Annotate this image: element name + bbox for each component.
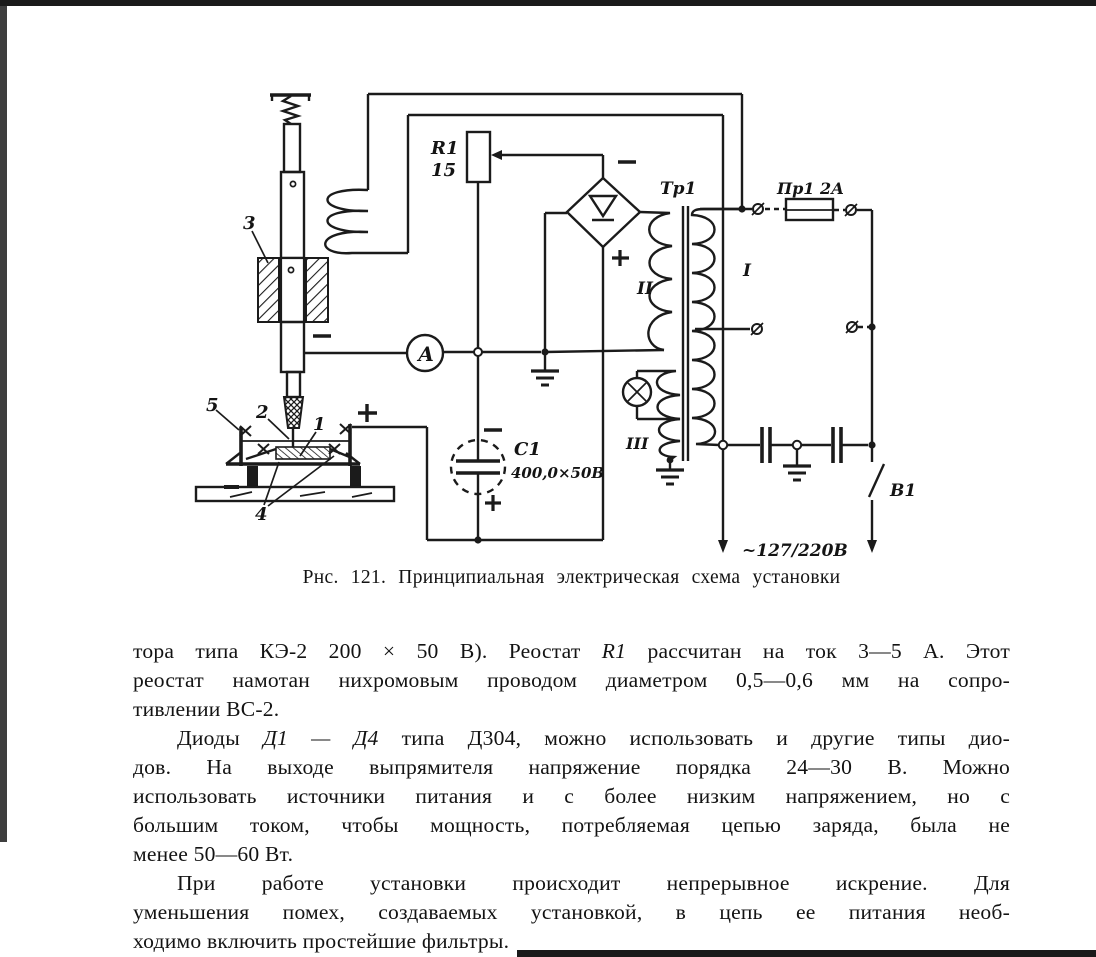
mains-label: ~127/220В <box>742 541 848 561</box>
r1-value: 15 <box>431 160 457 181</box>
text-line: менее 50—60 Вт. <box>133 842 294 866</box>
collet <box>284 397 303 428</box>
fuse-label: Пр1 2А <box>777 179 845 198</box>
callout-3: 3 <box>243 213 256 234</box>
rheostat-r1 <box>430 132 603 182</box>
text-line: уменьшения помех, создаваемых установкой, в цепь ее питания необ- <box>133 900 1010 924</box>
text-line: большим током, чтобы мощность, потребляемая цепью заряда, была не <box>133 813 1010 837</box>
text-line: Диоды Д1 — Д4 типа Д304, можно использовать и другие типы дио- <box>177 726 1011 750</box>
winding-i <box>692 209 739 445</box>
callout-1: 1 <box>313 414 326 435</box>
ground-symbol-1 <box>531 352 559 385</box>
ammeter <box>407 335 443 371</box>
text-line: При работе установки происходит непрерывное искрение. Для <box>177 871 1010 895</box>
c1-value: 400,0×50В <box>511 464 605 482</box>
text-line: дов. На выходе выпрямителя напряжение порядка 24—30 В. Можно <box>133 755 1010 779</box>
text-line: использовать источники питания и с более низким напряжением, но с <box>133 784 1010 808</box>
paragraph <box>133 869 1010 956</box>
paragraph <box>133 637 1010 724</box>
ground-symbol-3 <box>783 449 811 480</box>
ammeter-letter: А <box>418 342 435 366</box>
switch-b1 <box>869 445 916 541</box>
winding-ii-label: II <box>637 279 653 299</box>
mains-arrow-right <box>867 540 877 553</box>
callout-5: 5 <box>206 395 219 416</box>
winding-i-label: I <box>743 261 751 281</box>
vibrator-assembly <box>258 95 408 447</box>
callout-4: 4 <box>255 504 268 525</box>
guide-block-right <box>306 258 328 322</box>
callout-2: 2 <box>256 402 269 423</box>
plus-sign-c1 <box>485 495 501 511</box>
b1-label: В1 <box>890 481 917 501</box>
winding-iii-label: III <box>626 434 649 453</box>
r1-label: R1 <box>431 138 459 159</box>
text-line: реостат намотан нихромовым проводом диаметром 0,5—0,6 мм на сопро- <box>133 668 1010 692</box>
guide-block-left <box>258 258 279 322</box>
indicator-lamp <box>623 371 651 419</box>
tr1-label: Тр1 <box>660 179 697 199</box>
text-line: тивлении ВС-2. <box>133 697 280 721</box>
fuse-line <box>700 179 872 220</box>
ground-symbol-2 <box>656 457 684 484</box>
capacitor-c1 <box>451 430 604 511</box>
text-line: ходимо включить простейшие фильтры. <box>133 929 510 953</box>
junction-circle <box>474 348 482 356</box>
wiper-arrow <box>491 150 502 160</box>
transformer-tr1 <box>623 179 752 461</box>
plus-sign-bridge <box>612 250 629 266</box>
mains-arrow-left <box>718 540 728 553</box>
paragraph <box>133 724 1010 869</box>
spring <box>283 96 298 124</box>
c1-label: С1 <box>514 439 541 460</box>
vibrator-coil <box>325 190 408 253</box>
figure-caption: Рнс. 121. Принципиальная электрическая схема установки <box>302 567 841 588</box>
text-line: тора типа КЭ-2 200 × 50 В). Реостат R1 рассчитан на ток 3—5 А. Этот <box>133 639 1010 663</box>
plus-sign-bath <box>358 404 377 422</box>
tap-terminals <box>751 321 876 335</box>
body-text <box>133 637 1010 956</box>
